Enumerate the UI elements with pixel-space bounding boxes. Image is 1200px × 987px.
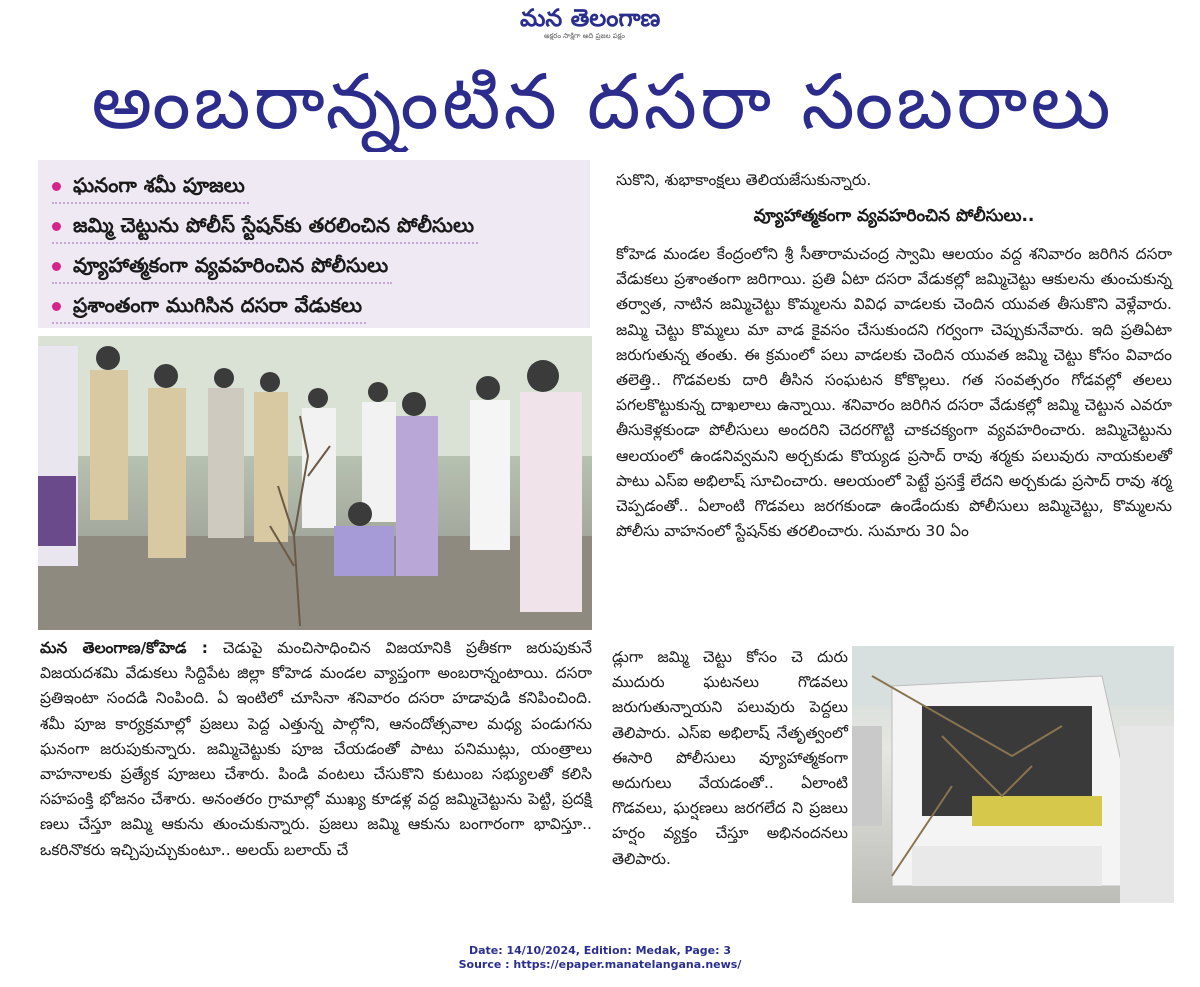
highlight-item bbox=[52, 168, 249, 204]
right-column-body: కోహెడ మండల కేంద్రంలోని శ్రీ సీతారామచంద్ర స్వామి ఆలయం వద్ద శనివారం జరిగిన దసరా వేడుకలు ప్రశాంతంగా జరిగాయి. ప్రతి ఏటా దసరా వేడుకల్లో జమ్మిచెట్టు ఆకులను తుంచుకున్న తర్వాత, నాటిన జమ్మిచెట్టు కొమ్మలను వివిధ వాడలకు చెందిన యువత తీసుకొని వెళ్లేవారు. జమ్మి చెట్టు కొమ్మలు మా వాడ కైవసం చేసుకుందని గర్వంగా చెప్పుకునేవారు. ఇది ప్రతిఏటా జరుగుతున్న తంతు. ఈ క్రమంలో పలు వాడలకు చెందిన యువత జమ్మి చెట్టు కోసం వివాదం తలెత్తి.. గొడవలకు దారి తీసిన సంఘటన కోకొల్లలు. గత సంవత్సరం గోడవల్లో తలలు పగలకొట్టుకున్న దాఖలాలు ఉన్నాయి. శనివారం జరిగిన దసరా వేడుకల్లో జమ్మి చెట్టున ఎవరూ తీసుకెళ్లకుండా పోలీసులు అందరిని చెదరగొట్టి చాకచక్యంగా వ్యవహరించారు. జమ్మిచెట్టును ఆలయంలో ఉండనివ్వమని అర్చకుడు కొయ్యడ ప్రసాద్ రావు శర్మకు పలువురు నాయకులతో పాటు ఎస్ఐ అభిలాష్ సూచించారు. ఆలయంలో పెట్టే ప్రసక్తే లేదని అర్చకుడు ప్రసాద్ రావు శర్మ చెప్పడంతో.. ఏలాంటి గొడవలు జరగకుండా ఉండేందుకు పోలీసులు జమ్మిచెట్టు, కొమ్మలను పోలీసు వాహనంలో స్టేషన్‌కు తరలించారు. సుమారు 30 ఏం bbox=[616, 245, 1172, 541]
bullet-icon bbox=[52, 302, 61, 311]
bullet-icon bbox=[52, 182, 61, 191]
masthead-tagline: అక్షరం సాక్షిగా అది ప్రజల పక్షం bbox=[544, 32, 625, 40]
bullet-icon bbox=[52, 262, 61, 271]
highlight-item bbox=[52, 208, 478, 244]
left-column-text bbox=[40, 636, 592, 863]
masthead-logo: మన తెలంగాణ bbox=[520, 4, 661, 32]
bullet-icon bbox=[52, 222, 61, 231]
photo-police-jammi-tree bbox=[38, 336, 592, 630]
highlight-text: జమ్మి చెట్టును పోలీస్ స్టేషన్‌కు తరలించిన పోలీసులు bbox=[73, 213, 475, 237]
footer-source: Source : https://epaper.manatelangana.news/ bbox=[458, 958, 742, 971]
subheading: వ్యూహాత్మకంగా వ్యవహరించిన పోలీసులు.. bbox=[753, 206, 1035, 226]
right-column-narrow-text: డ్లుగా జమ్మి చెట్టు కోసం చె దురు ముదురు ఘటనలు గొడవలు జరుగుతున్నాయని పలువురు పెద్దలు తెలిపారు. ఎస్ఐ అభిలాష్ నేతృత్వంలో ఈసారి పోలీసులు వ్యూహాత్మకంగా అదుగులు వేయడంతో.. ఏలాంటి గొడవలు, ఘర్షణలు జరగలేద ని ప్రజలు హర్షం వ్యక్తం చేస్తూ అభినందనలు తెలిపారు. bbox=[612, 648, 848, 868]
footer-date-edition: Date: 14/10/2024, Edition: Medak, Page: 3 bbox=[468, 944, 731, 957]
photo-illustration bbox=[38, 336, 592, 630]
highlight-text: వ్యూహాత్మకంగా వ్యవహరించిన పోలీసులు bbox=[73, 253, 389, 277]
footer bbox=[0, 944, 1200, 972]
left-column-body: చెడుపై మంచిసాధించిన విజయానికి ప్రతీకగా జరుపుకునే విజయదశమి వేడుకలు సిద్దిపేట జిల్లా కోహెడ మండల వ్యాప్తంగా అంబరాన్నంటాయి. దసరా ప్రతిఇంటా సందడి నింపింది. ఏ ఇంటిలో చూసినా శనివారం దసరా హడావుడి కనిపించింది. శమీ పూజ కార్యక్రమాల్లో ప్రజలు పెద్ద ఎత్తున్న పాల్గోని, ఆనందోత్సవాల మధ్య పండుగను ఘనంగా జరుపుకున్నారు. జమ్మిచెట్టుకు పూజ చేయడంతో పాటు పనిముట్లు, యంత్రాలు వాహనాలకు ప్రత్యేక పూజలు చేశారు. పిండి వంటలు చేసుకొని కుటుంబ సభ్యులతో కలిసి సహపంక్తి భోజనం చేశారు. అనంతరం గ్రామాల్లో ముఖ్య కూడళ్ల వద్ద జమ్మిచెట్టును పెట్టి, ప్రదక్షి ణలు చేస్తూ జమ్మి ఆకును తుంచుకున్నారు. ప్రజలు జమ్మి ఆకును బంగారంగా భావిస్తూ.. ఒకరినొకరు ఇచ్చిపుచ్చుకుంటూ.. అలయ్ బలాయ్ చే bbox=[40, 639, 593, 859]
highlight-item bbox=[52, 288, 366, 324]
photo-police-vehicle bbox=[852, 646, 1174, 903]
highlight-text: ఘనంగా శమీ పూజలు bbox=[73, 173, 245, 197]
masthead bbox=[520, 4, 700, 44]
photo-illustration bbox=[852, 646, 1174, 903]
dateline: మన తెలంగాణ/కోహెడ : bbox=[40, 639, 208, 657]
highlight-text: ప్రశాంతంగా ముగిసిన దసరా వేడుకలు bbox=[73, 293, 362, 317]
headline: అంబరాన్నంటిన దసరా సంబరాలు bbox=[91, 57, 1114, 146]
right-column-continuation: సుకొని, శుభాకాంక్షలు తెలియజేసుకున్నారు. bbox=[616, 171, 872, 189]
highlight-item bbox=[52, 248, 392, 284]
highlights-box bbox=[38, 160, 590, 328]
